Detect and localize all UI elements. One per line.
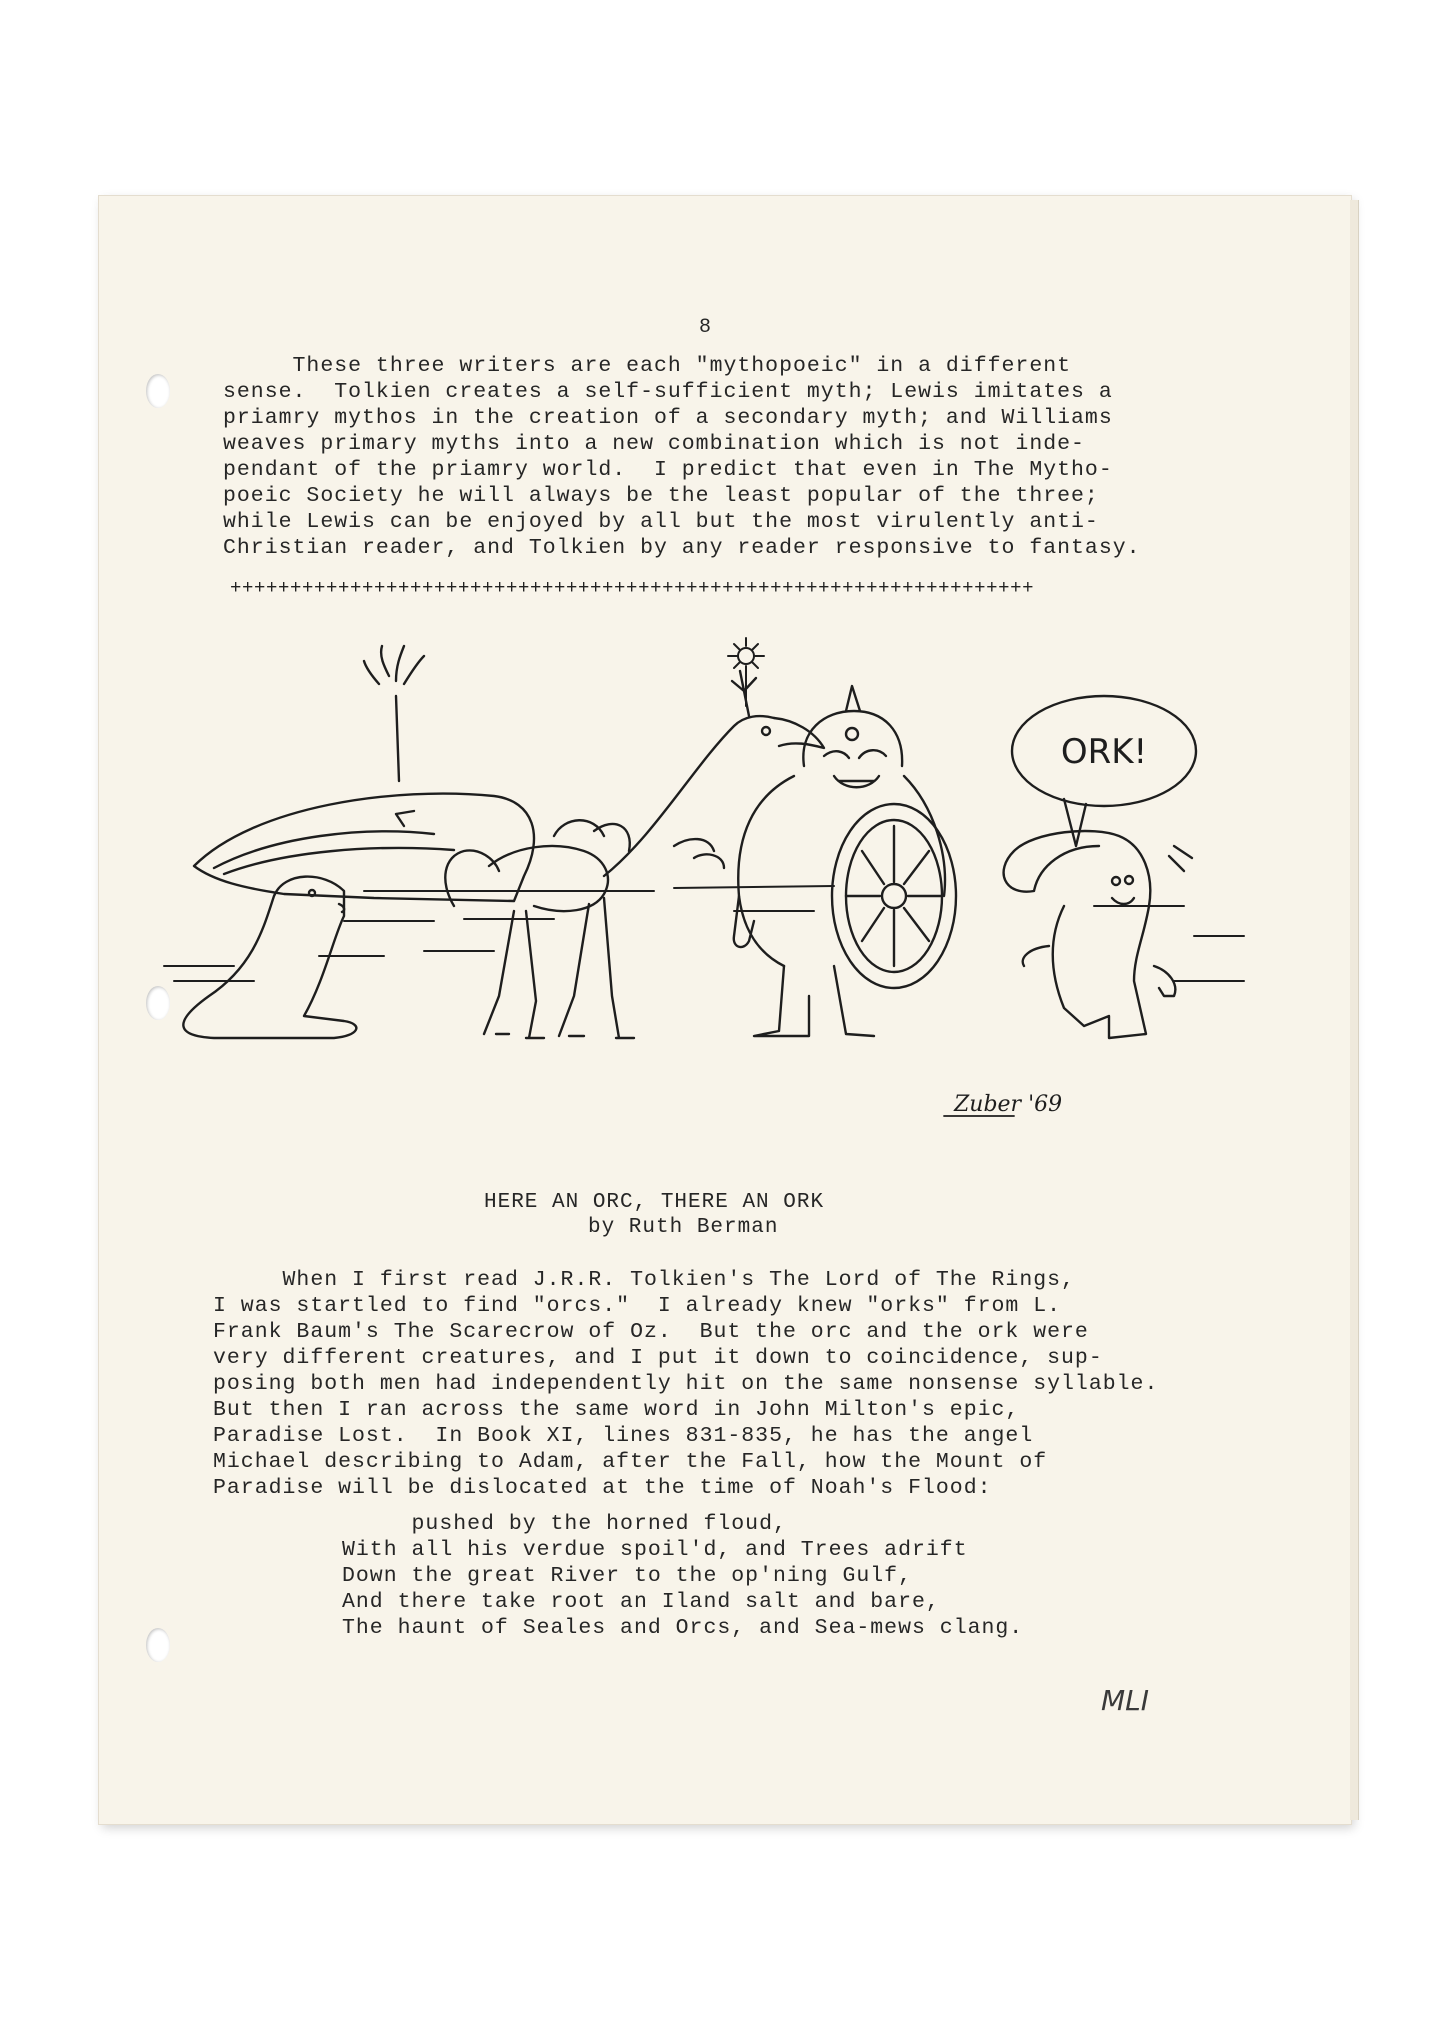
body-line: When I first read J.R.R. Tolkien's The Lord of The Rings, [213, 1268, 1075, 1292]
quote-line: With all his verdue spoil'd, and Trees adrift [342, 1538, 968, 1562]
quote-line: pushed by the horned floud, [342, 1512, 787, 1536]
quote-line: The haunt of Seales and Orcs, and Sea-mews clang. [342, 1616, 1024, 1640]
quote-line: Down the great River to the op'ning Gulf, [342, 1564, 912, 1588]
article-title: HERE AN ORC, THERE AN ORK [484, 1191, 825, 1214]
intro-line: pendant of the priamry world. I predict that even in The Mytho- [223, 458, 1113, 482]
whale-drawing [194, 646, 534, 901]
body-line: very different creatures, and I put it down to coincidence, sup- [213, 1346, 1103, 1370]
body-line: But then I ran across the same word in John Milton's epic, [213, 1398, 1020, 1422]
intro-paragraph [223, 354, 1141, 594]
typescript-page [99, 196, 1351, 1824]
body-line: Paradise will be dislocated at the time of Noah's Flood: [213, 1476, 992, 1500]
bird-creature-drawing [445, 671, 824, 1038]
body-line: I was startled to find "orcs." I already knew "orks" from L. [213, 1294, 1062, 1318]
quote-line: And there take root an Iland salt and bare, [342, 1590, 940, 1614]
intro-line: These three writers are each "mythopoeic" in a different [223, 354, 1072, 378]
body-line: posing both men had independently hit on the same nonsense syllable. [213, 1372, 1159, 1396]
body-line: Michael describing to Adam, after the Fall, how the Mount of [213, 1450, 1048, 1474]
seal-drawing [183, 877, 356, 1038]
cartoon-illustration [134, 636, 1284, 1156]
intro-line: priamry mythos in the creation of a secondary myth; and Williams [223, 406, 1113, 430]
binder-hole-top [146, 374, 170, 408]
ork-speech-text: ORK! [1060, 732, 1148, 772]
article-byline: by Ruth Berman [588, 1216, 779, 1239]
body-line: Frank Baum's The Scarecrow of Oz. But the orc and the ork were [213, 1320, 1089, 1344]
intro-line: Christian reader, and Tolkien by any reader responsive to fantasy. [223, 536, 1141, 560]
handwritten-initials: MLI [1101, 1684, 1150, 1717]
body-line: Paradise Lost. In Book XI, lines 831-835, he has the angel [213, 1424, 1034, 1448]
sunburst-drawing [728, 638, 764, 706]
cartoonist-signature: Zuber '69 [954, 1092, 1063, 1117]
intro-line: poeic Society he will always be the least popular of the three; [223, 484, 1099, 508]
page-number: 8 [699, 316, 712, 339]
orc-drawing [734, 686, 956, 1036]
ork-creature-drawing [1004, 831, 1192, 1038]
intro-line: while Lewis can be enjoyed by all but the most virulently anti- [223, 510, 1099, 534]
plus-sign-divider: +++++++++++++++++++++++++++++++++++++++++++++++++++++++++++++++++++ [230, 577, 1035, 599]
intro-line: weaves primary myths into a new combination which is not inde- [223, 432, 1085, 456]
intro-line: sense. Tolkien creates a self-sufficient myth; Lewis imitates a [223, 380, 1113, 404]
binder-hole-bottom [146, 1628, 170, 1662]
milton-quotation [342, 1512, 1024, 1680]
